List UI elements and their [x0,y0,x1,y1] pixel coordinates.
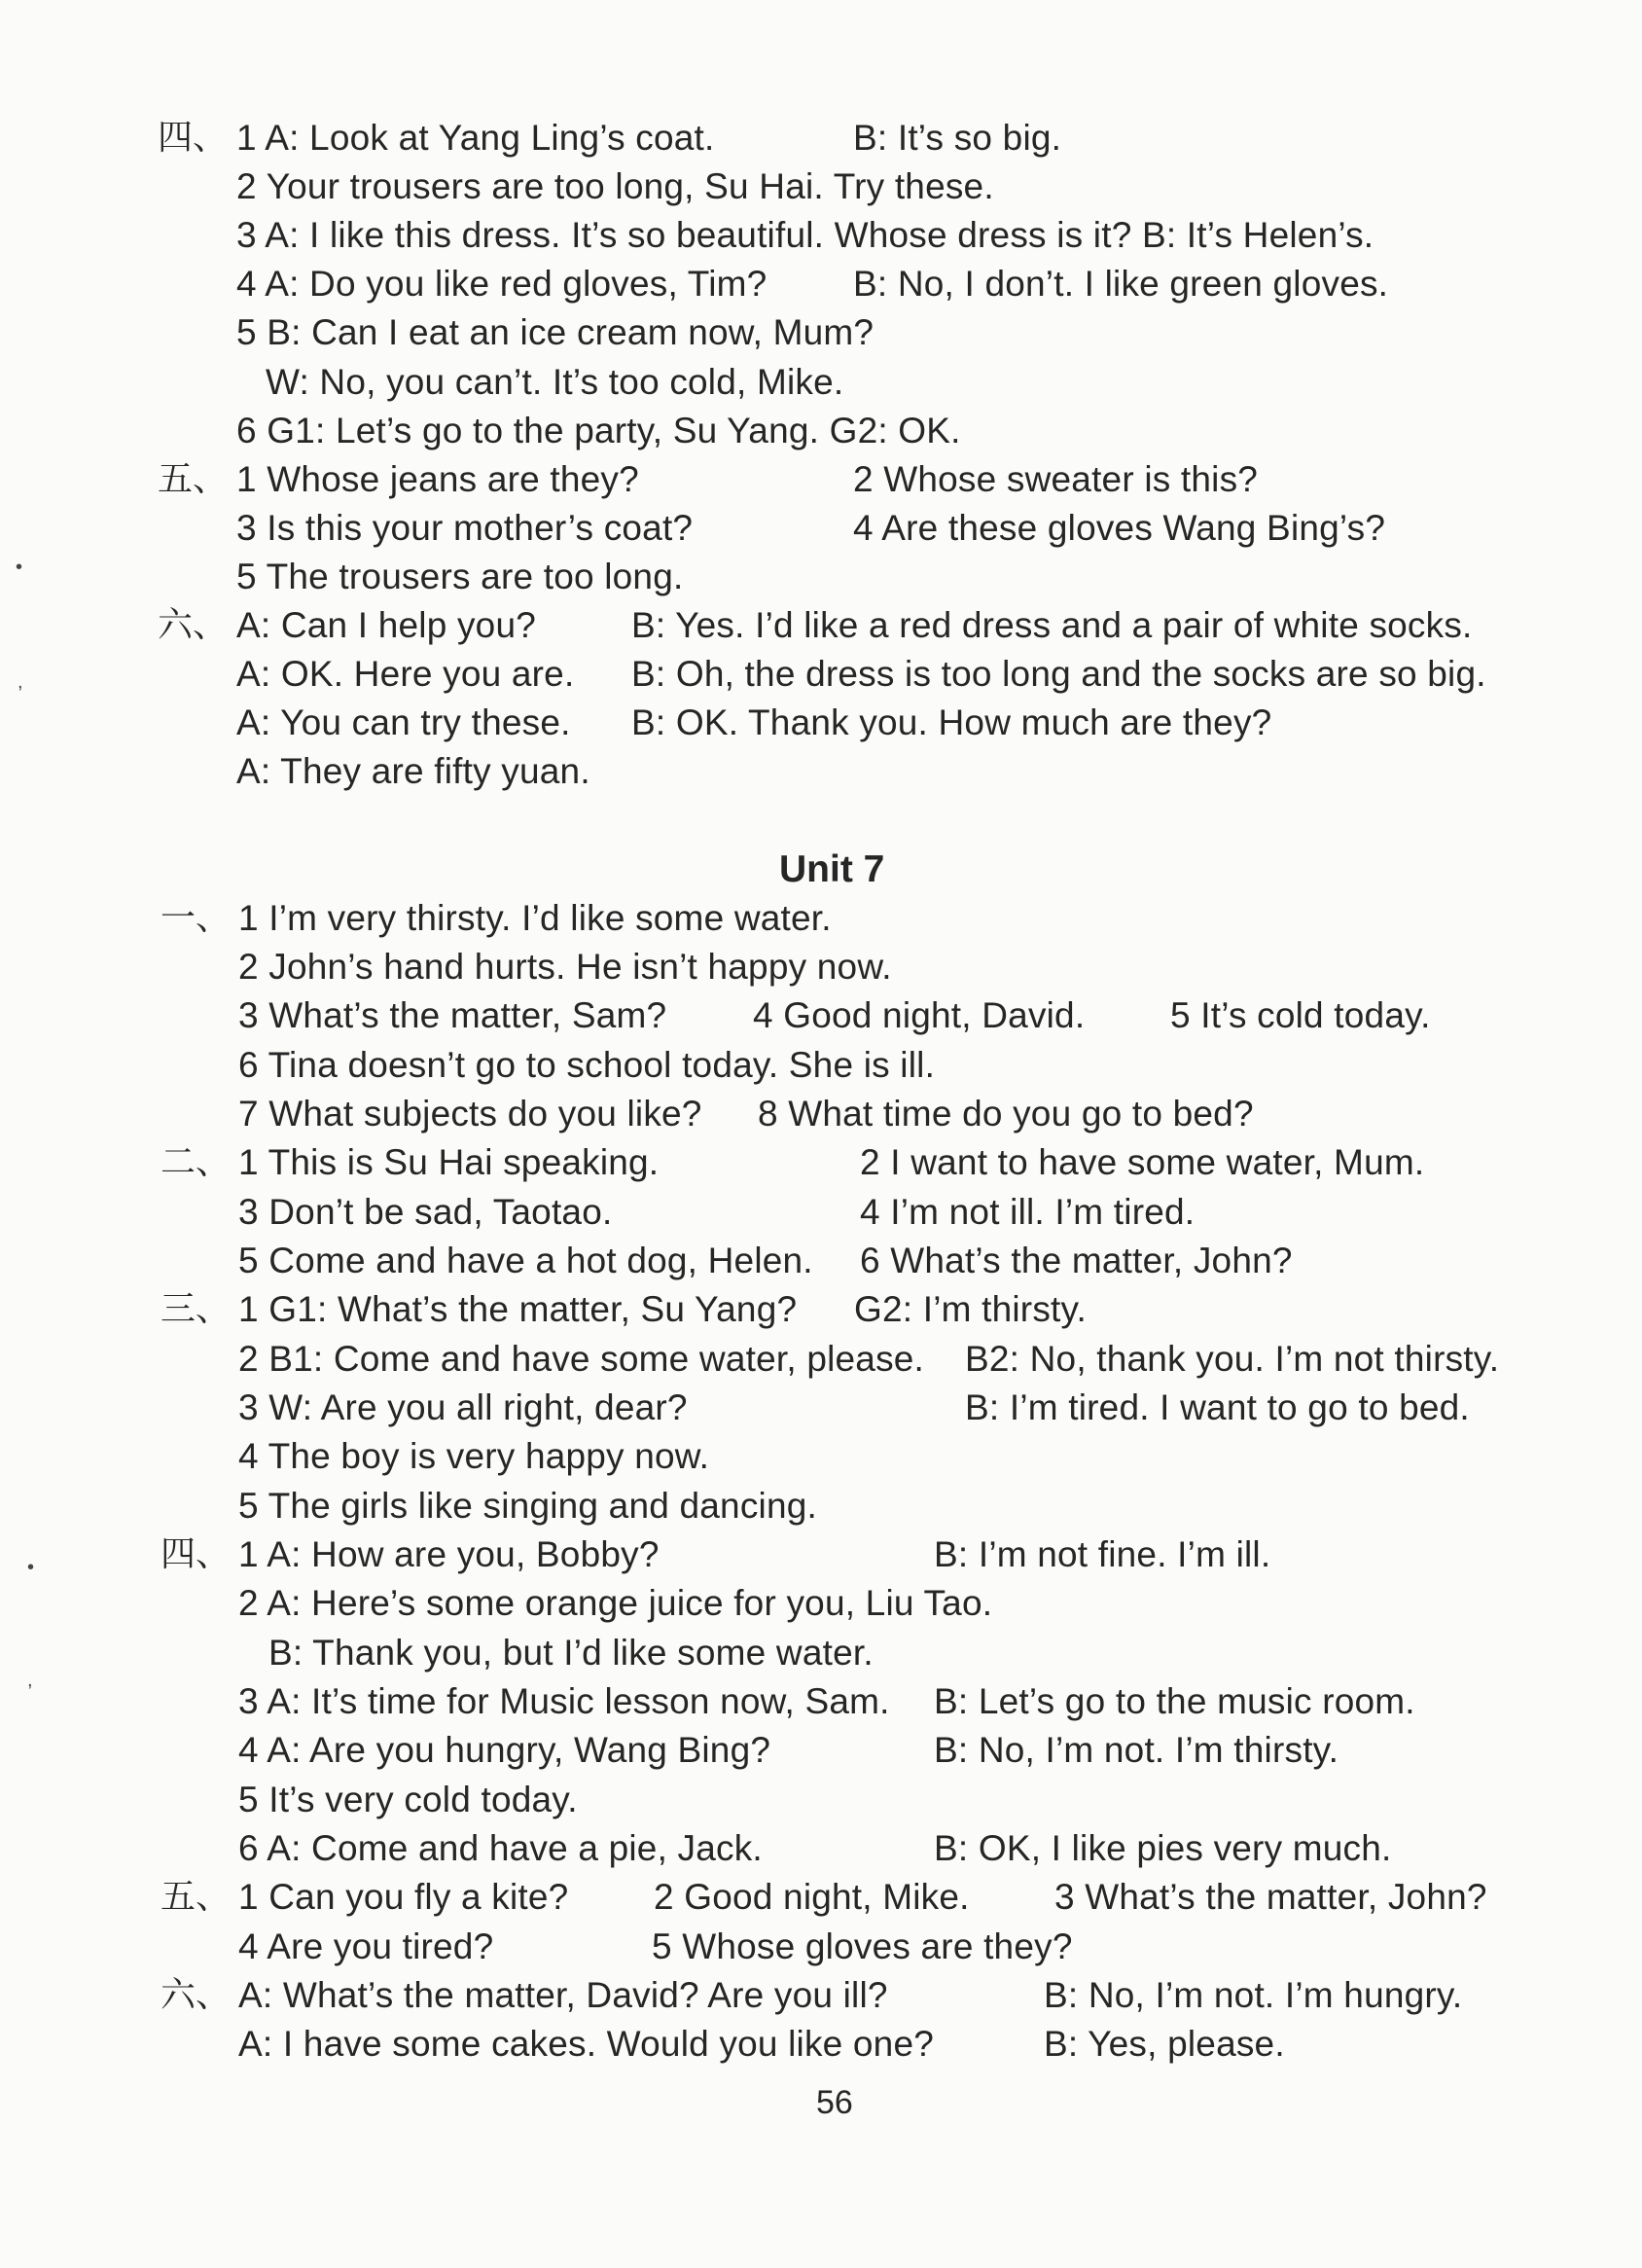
answer-line: 6 What’s the matter, John? [860,1241,1293,1280]
answer-line: B: Yes, please. [1044,2024,1285,2064]
answer-line: 1 A: How are you, Bobby? [238,1534,660,1574]
answer-line: 3 A: I like this dress. It’s so beautiful. Whose dress is it? B: It’s Helen’s. [236,215,1374,255]
section-marker-liu: 六、 [161,1975,232,2015]
answer-line: 3 Don’t be sad, Taotao. [238,1192,613,1232]
answer-line: B: No, I’m not. I’m hungry. [1044,1975,1463,2015]
answer-line: 3 What’s the matter, Sam? [238,995,667,1035]
margin-dot: , [27,1670,33,1691]
answer-line: A: You can try these. [236,702,571,742]
answer-line: 2 Whose sweater is this? [853,459,1259,499]
answer-line: 1 I’m very thirsty. I’d like some water. [238,898,832,938]
section-marker-si: 四、 [158,118,229,158]
answer-line: 2 I want to have some water, Mum. [860,1142,1425,1182]
section-marker-er: 二、 [161,1142,232,1182]
answer-line: B: No, I’m not. I’m thirsty. [934,1730,1339,1770]
answer-line: B: It’s so big. [853,118,1062,158]
answer-line: 6 Tina doesn’t go to school today. She is ill. [238,1045,936,1085]
answer-line: 7 What subjects do you like? [238,1094,702,1134]
section-marker-yi: 一、 [161,898,232,938]
answer-line: 3 A: It’s time for Music lesson now, Sam. [238,1681,890,1721]
answer-line: B: I’m not fine. I’m ill. [934,1534,1271,1574]
answer-line: B2: No, thank you. I’m not thirsty. [965,1339,1500,1379]
section-marker-wu: 五、 [161,1877,232,1917]
answer-line: A: What’s the matter, David? Are you ill? [238,1975,888,2015]
answer-line: A: OK. Here you are. [236,654,575,694]
answer-line: B: OK. Thank you. How much are they? [631,702,1272,742]
answer-line: 1 This is Su Hai speaking. [238,1142,660,1182]
answer-line: G2: I’m thirsty. [854,1289,1087,1329]
answer-line: A: Can I help you? [236,605,537,645]
answer-line: 5 It’s cold today. [1170,995,1431,1035]
answer-line: 5 The girls like singing and dancing. [238,1486,817,1526]
answer-line: A: I have some cakes. Would you like one? [238,2024,935,2064]
answer-line: 5 Whose gloves are they? [652,1926,1073,1966]
margin-dot: • [27,1557,35,1578]
answer-line: B: No, I don’t. I like green gloves. [853,264,1389,304]
answer-line: 4 A: Are you hungry, Wang Bing? [238,1730,771,1770]
answer-line: 2 Your trousers are too long, Su Hai. Try these. [236,166,994,206]
section-marker-si: 四、 [161,1534,232,1574]
answer-line: B: OK, I like pies very much. [934,1828,1392,1868]
answer-line: 5 B: Can I eat an ice cream now, Mum? [236,312,875,352]
answer-line: 2 John’s hand hurts. He isn’t happy now. [238,947,892,987]
section-marker-wu: 五、 [158,459,229,499]
answer-line: 4 Good night, David. [753,995,1086,1035]
answer-line: 3 Is this your mother’s coat? [236,508,694,548]
answer-line: 5 The trousers are too long. [236,557,684,596]
margin-dot: • [16,557,23,578]
answer-line: 1 Can you fly a kite? [238,1877,569,1917]
margin-dot: , [18,671,23,693]
answer-line: 3 What’s the matter, John? [1054,1877,1487,1917]
answer-line: B: Thank you, but I’d like some water. [268,1633,874,1673]
answer-line: 2 B1: Come and have some water, please. [238,1339,925,1379]
answer-line: 2 A: Here’s some orange juice for you, Liu Tao. [238,1583,993,1623]
answer-line: 3 W: Are you all right, dear? [238,1387,688,1427]
answer-line: 5 It’s very cold today. [238,1780,578,1819]
answer-line: B: I’m tired. I want to go to bed. [965,1387,1470,1427]
page-number: 56 [816,2084,853,2121]
answer-line: 6 G1: Let’s go to the party, Su Yang. G2: OK. [236,411,961,450]
answer-line: 2 Good night, Mike. [654,1877,970,1917]
answer-line: 4 I’m not ill. I’m tired. [860,1192,1196,1232]
answer-line: W: No, you can’t. It’s too cold, Mike. [266,362,844,402]
section-marker-liu: 六、 [158,605,229,645]
answer-line: B: Oh, the dress is too long and the socks are so big. [631,654,1486,694]
answer-line: 4 Are these gloves Wang Bing’s? [853,508,1386,548]
answer-line: 8 What time do you go to bed? [758,1094,1254,1134]
answer-line: B: Yes. I’d like a red dress and a pair of white socks. [631,605,1473,645]
answer-line: 1 Whose jeans are they? [236,459,639,499]
section-marker-san: 三、 [161,1289,232,1329]
answer-line: 4 The boy is very happy now. [238,1436,710,1476]
answer-line: 1 A: Look at Yang Ling’s coat. [236,118,715,158]
answer-line: B: Let’s go to the music room. [934,1681,1415,1721]
answer-line: 4 A: Do you like red gloves, Tim? [236,264,767,304]
answer-line: 4 Are you tired? [238,1926,494,1966]
answer-line: 6 A: Come and have a pie, Jack. [238,1828,763,1868]
unit-title: Unit 7 [779,848,885,890]
answer-line: 5 Come and have a hot dog, Helen. [238,1241,813,1280]
answer-line: 1 G1: What’s the matter, Su Yang? [238,1289,798,1329]
answer-line: A: They are fifty yuan. [236,751,590,791]
